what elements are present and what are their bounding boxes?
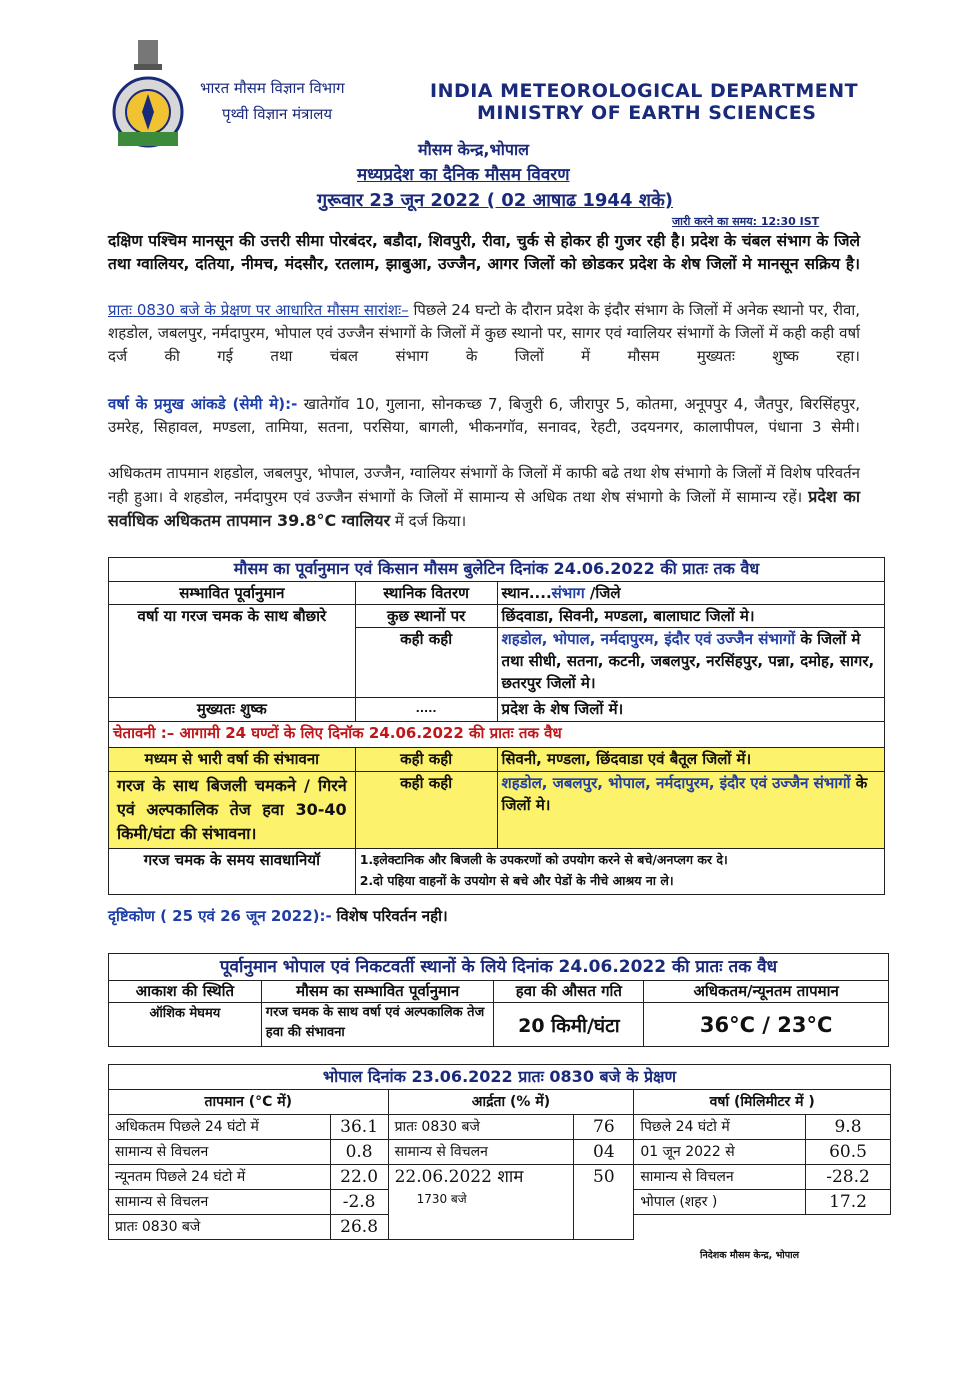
header-temps: अधिकतम/न्यूनतम तापमान xyxy=(644,981,889,1003)
sky-condition: ऑशिक मेघमय xyxy=(109,1003,262,1047)
rainfall-text: खातेगॉव 10, गुलाना, सोनकच्छ 7, बिजुरी 6, जीरापुर 5, कोतमा, अनूपपुर 4, जैतपुर, बिरसिंहपुर, उमरेह, सिहावल, मण्डला, तामिया, सतना, परसिया, बागली, भीकनगॉव, सनावद, रेहटी, उदयनगर, कालापीपल, पंधाना 3 सेमी। xyxy=(108,395,860,436)
monsoon-intro: दक्षिण पश्चिम मानसून की उत्तरी सीमा पोरबंदर, बडौदा, शिवपुरी, रीवा, चुर्क से होकर ही गुजर रही है। प्रदेश के चंबल संभाग के जिले तथा ग्वालियर, दतिया, नीमच, मंदसौर, रतलाम, झाबुआ, उज्जैन, आगर जिलों को छोडकर प्रदेश के शेष जिलों मे मानसून सक्रिय है। xyxy=(108,232,860,273)
temp-value: 22.0 xyxy=(330,1165,388,1190)
bhopal-forecast-table xyxy=(108,953,889,1047)
warning1-label: मध्यम से भारी वर्षा की संभावना xyxy=(109,748,356,772)
row1-places: छिंदवाडा, सिवनी, मण्डला, बालाघाट जिलों मे। xyxy=(497,605,884,628)
max-temp-highlight: प्रदेश का सर्वाधिक अधिकतम तापमान 39.8°C ग्वालियर xyxy=(108,487,860,530)
row2-places: शहडोल, भोपाल, नर्मदापुरम, इंदौर एवं उज्जैन संभागों के जिलों मे तथा सीधी, सतना, कटनी, जबलपुर, नरसिंहपुर, पन्ना, दमोह, सागर, छतरपुर जिलों मे। xyxy=(497,628,884,698)
weather-forecast: गरज चमक के साथ वर्षा एवं अल्पकालिक तेज हवा की संभावना xyxy=(261,1003,494,1047)
rain-forecast-label: वर्षा या गरज चमक के साथ बौछारे xyxy=(109,605,356,698)
outlook-label: दृष्टिकोण ( 25 एवं 26 जून 2022):- xyxy=(108,907,332,925)
weather-summary xyxy=(108,299,860,368)
caution-item-2: 2.दो पहिया वाहनों के उपयोग से बचे और पेडों के नीचे आश्रय ना ले। xyxy=(359,873,674,888)
header-rainfall: वर्षा (मिलिमीटर में ) xyxy=(634,1090,891,1115)
summary-text: पिछले 24 घन्टो के दौरान प्रदेश के इंदौर संभाग के जिलों में अनेक स्थानो पर, रीवा, शहडोल, जबलपुर, नर्मदापुरम, भोपाल एवं उज्जैन संभागों के जिलों में कुछ स्थानो पर, सागर एवं ग्वालियर संभागों के जिलों में कही कही वर्षा दर्ज की गई तथा चंबल संभाग के जिलों में मौसम मुख्यतः शुष्क रहा। xyxy=(108,301,860,365)
bulletin-title: मध्यप्रदेश का दैनिक मौसम विवरण xyxy=(357,165,570,185)
summary-label: प्रातः 0830 बजे के प्रेक्षण पर आधारित मौसम सारांशः– xyxy=(108,301,409,319)
temp-label: न्यूनतम पिछले 24 घंटो में xyxy=(109,1165,331,1190)
temp-value: -2.8 xyxy=(330,1190,388,1215)
rain-label: भोपाल (शहर ) xyxy=(634,1190,806,1215)
row1-distribution: कुछ स्थानों पर xyxy=(355,605,497,628)
warning2-label: गरज के साथ बिजली चमकने / गिरने एवं अल्पकालिक तेज हवा 30-40 किमी/घंटा की संभावना। xyxy=(109,772,356,849)
ministry-name-hindi: पृथ्वी विज्ञान मंत्रालय xyxy=(222,105,333,123)
header-temperature: तापमान (°C में) xyxy=(109,1090,389,1115)
humidity-label: सामान्य से विचलन xyxy=(388,1140,574,1165)
dry-places: प्रदेश के शेष जिलों में। xyxy=(497,698,884,722)
bulletin-date: गुरूवार 23 जून 2022 ( 02 आषाढ 1944 शके) xyxy=(317,190,674,211)
warning1-places: सिवनी, मण्डला, छिंदवाडा एवं बैतूल जिलों में। xyxy=(497,748,884,772)
temp-label: प्रातः 0830 बजे xyxy=(109,1215,331,1240)
col-header-distribution: स्थानिक वितरण xyxy=(355,582,497,605)
dept-name-hindi: भारत मौसम विज्ञान विभाग xyxy=(200,79,345,97)
rainfall-figures xyxy=(108,393,860,439)
rain-label: सामान्य से विचलन xyxy=(634,1165,806,1190)
observation-title: भोपाल दिनांक 23.06.2022 प्रातः 0830 बजे के प्रेक्षण xyxy=(109,1065,891,1090)
col-header-places: स्थान....संभाग /जिले xyxy=(497,582,884,605)
caution-item-1: 1.इलेक्टानिक और बिजली के उपकरणों को उपयोग करने से बचे/अनप्लग कर दे। xyxy=(359,852,728,867)
temp-value: 36.1 xyxy=(330,1115,388,1140)
warning1-distribution: कही कही xyxy=(355,748,497,772)
ministry-name-english: MINISTRY OF EARTH SCIENCES xyxy=(477,102,817,124)
forecast-table xyxy=(108,557,885,895)
temp-label: सामान्य से विचलन xyxy=(109,1140,331,1165)
centre-name: मौसम केन्द्र,भोपाल xyxy=(418,140,529,159)
bhopal-forecast-title: पूर्वानुमान भोपाल एवं निकटवर्ती स्थानों के लिये दिनांक 24.06.2022 की प्रातः तक वैध xyxy=(109,954,889,981)
temperature-tail: में दर्ज किया। xyxy=(394,512,467,530)
outlook-text: विशेष परिवर्तन नही। xyxy=(336,907,448,925)
forecast-title: मौसम का पूर्वानुमान एवं किसान मौसम बुलेटिन दिनांक 24.06.2022 की प्रातः तक वैध xyxy=(109,558,885,582)
humidity-value: 50 xyxy=(574,1165,634,1240)
temp-label: अधिकतम पिछले 24 घंटो में xyxy=(109,1115,331,1140)
signature: निदेशक मौसम केन्द्र, भोपाल xyxy=(700,1250,800,1261)
temp-value: 26.8 xyxy=(330,1215,388,1240)
caution-label: गरज चमक के समय सावधानियॉ xyxy=(109,849,356,895)
warning2-places: शहडोल, जबलपुर, भोपाल, नर्मदापुरम, इंदौर एवं उज्जैन संभागों के जिलों मे। xyxy=(497,772,884,849)
outlook xyxy=(108,905,448,928)
humidity-label-evening: 22.06.2022 शाम 1730 बजे xyxy=(388,1165,574,1240)
rainfall-label: वर्षा के प्रमुख आंकडे (सेमी मे):- xyxy=(108,395,298,413)
dept-name-english: INDIA METEOROLOGICAL DEPARTMENT xyxy=(430,80,859,102)
rain-label: पिछले 24 घंटो में xyxy=(634,1115,806,1140)
rain-value: 60.5 xyxy=(806,1140,891,1165)
dry-label: मुख्यतः शुष्क xyxy=(109,698,356,722)
observation-table xyxy=(108,1064,891,1240)
humidity-label: प्रातः 0830 बजे xyxy=(388,1115,574,1140)
wind-speed: 20 किमी/घंटा xyxy=(494,1003,644,1047)
rain-value: 17.2 xyxy=(806,1190,891,1215)
header-sky: आकाश की स्थिति xyxy=(109,981,262,1003)
header-wind: हवा की औसत गति xyxy=(494,981,644,1003)
rain-value: 9.8 xyxy=(806,1115,891,1140)
humidity-value: 76 xyxy=(574,1115,634,1140)
temp-label: सामान्य से विचलन xyxy=(109,1190,331,1215)
temperature-paragraph xyxy=(108,462,860,533)
row2-distribution: कही कही xyxy=(355,628,497,698)
rain-value: -28.2 xyxy=(806,1165,891,1190)
col-header-forecast: सम्भावित पूर्वानुमान xyxy=(109,582,356,605)
temp-value: 0.8 xyxy=(330,1140,388,1165)
rain-label: 01 जून 2022 से xyxy=(634,1140,806,1165)
header-weather: मौसम का सम्भावित पूर्वानुमान xyxy=(261,981,494,1003)
issue-time: जारी करने का समय: 12:30 IST xyxy=(672,215,820,228)
caution-list xyxy=(355,849,884,895)
dry-distribution: ..... xyxy=(355,698,497,722)
warning-title: चेतावनी :– आगामी 24 घण्टों के लिए दिनॉक 24.06.2022 की प्रातः तक वैध xyxy=(109,722,885,748)
humidity-value: 04 xyxy=(574,1140,634,1165)
header-humidity: आर्द्रता (% में) xyxy=(388,1090,634,1115)
temperature-text: अधिकतम तापमान शहडोल, जबलपुर, भोपाल, उज्जैन, ग्वालियर संभागों के जिलों में काफी बढे तथा शेष संभागो के जिलों में विशेष परिवर्तन नही हुआ। वे शहडोल, नर्मदापुरम एवं उज्जैन संभागों के जिलों में सामान्य से अधिक तथा शेष संभागो के जिलों में सामान्य रहें। xyxy=(108,464,860,506)
empty-cell xyxy=(634,1215,891,1240)
warning2-distribution: कही कही xyxy=(355,772,497,849)
max-min-temps: 36°C / 23°C xyxy=(644,1003,889,1047)
imd-emblem-logo xyxy=(108,38,188,150)
